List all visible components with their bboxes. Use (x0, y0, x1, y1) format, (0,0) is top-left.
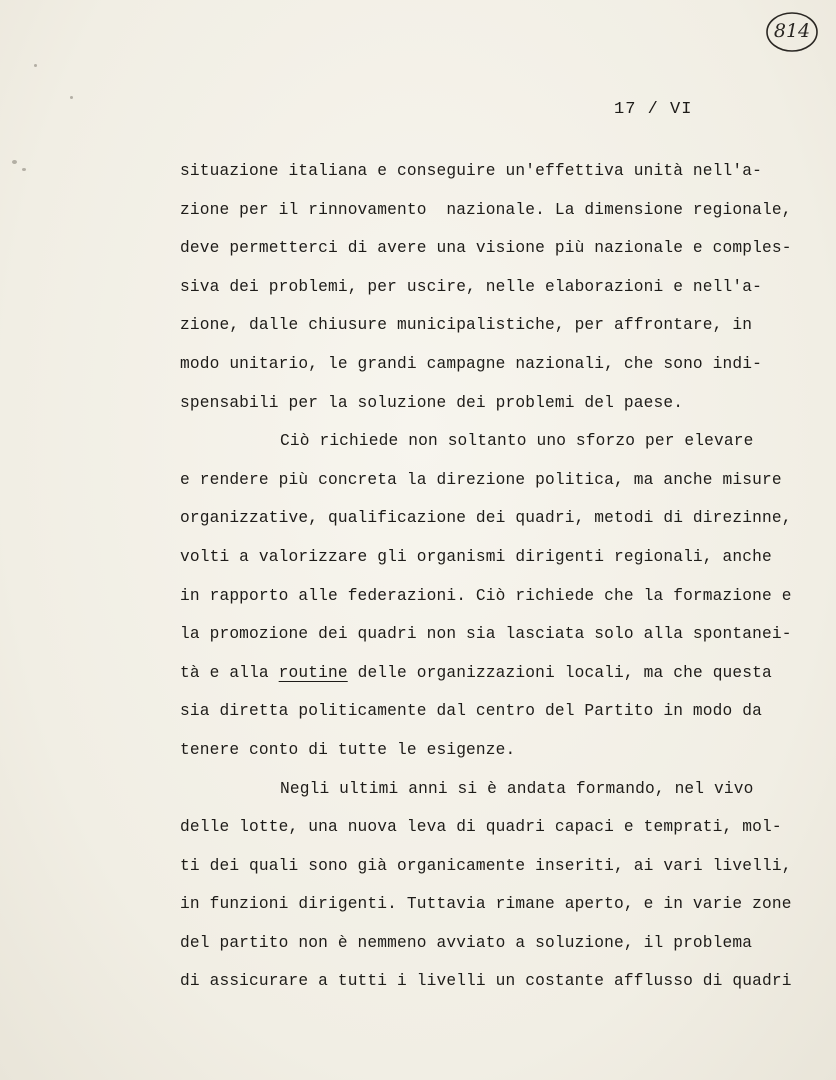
underlined-word: routine (278, 663, 348, 682)
text-line: tenere conto di tutte le esigenze. (180, 740, 516, 759)
text-line: modo unitario, le grandi campagne nazionali, che sono indi- (180, 354, 762, 373)
text-line: spensabili per la soluzione dei problemi del paese. (180, 393, 684, 412)
paper-speck (70, 96, 73, 99)
text-line: in rapporto alle federazioni. Ciò richiede che la formazione e (180, 586, 792, 605)
paragraph-start-line: Ciò richiede non soltanto uno sforzo per elevare (280, 432, 754, 451)
page-number: 17 / VI (614, 100, 693, 119)
paper-speck (12, 160, 17, 164)
text-line: e rendere più concreta la direzione politica, ma anche misure (180, 470, 782, 489)
paper-speck (22, 168, 26, 171)
text-line: di assicurare a tutti i livelli un costante afflusso di quadri (180, 972, 792, 991)
text-line: la promozione dei quadri non sia lasciata solo alla spontanei- (180, 625, 792, 644)
text-line: volti a valorizzare gli organismi dirigenti regionali, anche (180, 547, 772, 566)
body-text (180, 155, 820, 1004)
text-line (180, 657, 820, 696)
text-segment: tà e alla (180, 663, 279, 682)
paragraph-start-line: Negli ultimi anni si è andata formando, nel vivo (280, 779, 754, 798)
text-line: delle lotte, una nuova leva di quadri capaci e temprati, mol- (180, 818, 782, 837)
archive-stamp-number: 814 (773, 20, 811, 42)
text-line: siva dei problemi, per uscire, nelle elaborazioni e nell'a- (180, 277, 762, 296)
text-segment: delle organizzazioni locali, ma che questa (347, 663, 772, 682)
text-line: del partito non è nemmeno avviato a soluzione, il problema (180, 933, 753, 952)
text-line: zione, dalle chiusure municipalistiche, per affrontare, in (180, 316, 753, 335)
text-line: organizzative, qualificazione dei quadri, metodi di direzinne, (180, 509, 792, 528)
text-line: situazione italiana e conseguire un'effettiva unità nell'a- (180, 162, 762, 180)
text-line: deve permetterci di avere una visione più nazionale e comples- (180, 239, 792, 258)
text-line: zione per il rinnovamento nazionale. La dimensione regionale, (180, 200, 792, 219)
text-line: in funzioni dirigenti. Tuttavia rimane aperto, e in varie zone (180, 895, 792, 914)
text-line: sia diretta politicamente dal centro del Partito in modo da (180, 702, 762, 721)
paper-speck (34, 64, 37, 67)
archive-stamp (764, 10, 820, 54)
text-line: ti dei quali sono già organicamente inseriti, ai vari livelli, (180, 856, 792, 875)
